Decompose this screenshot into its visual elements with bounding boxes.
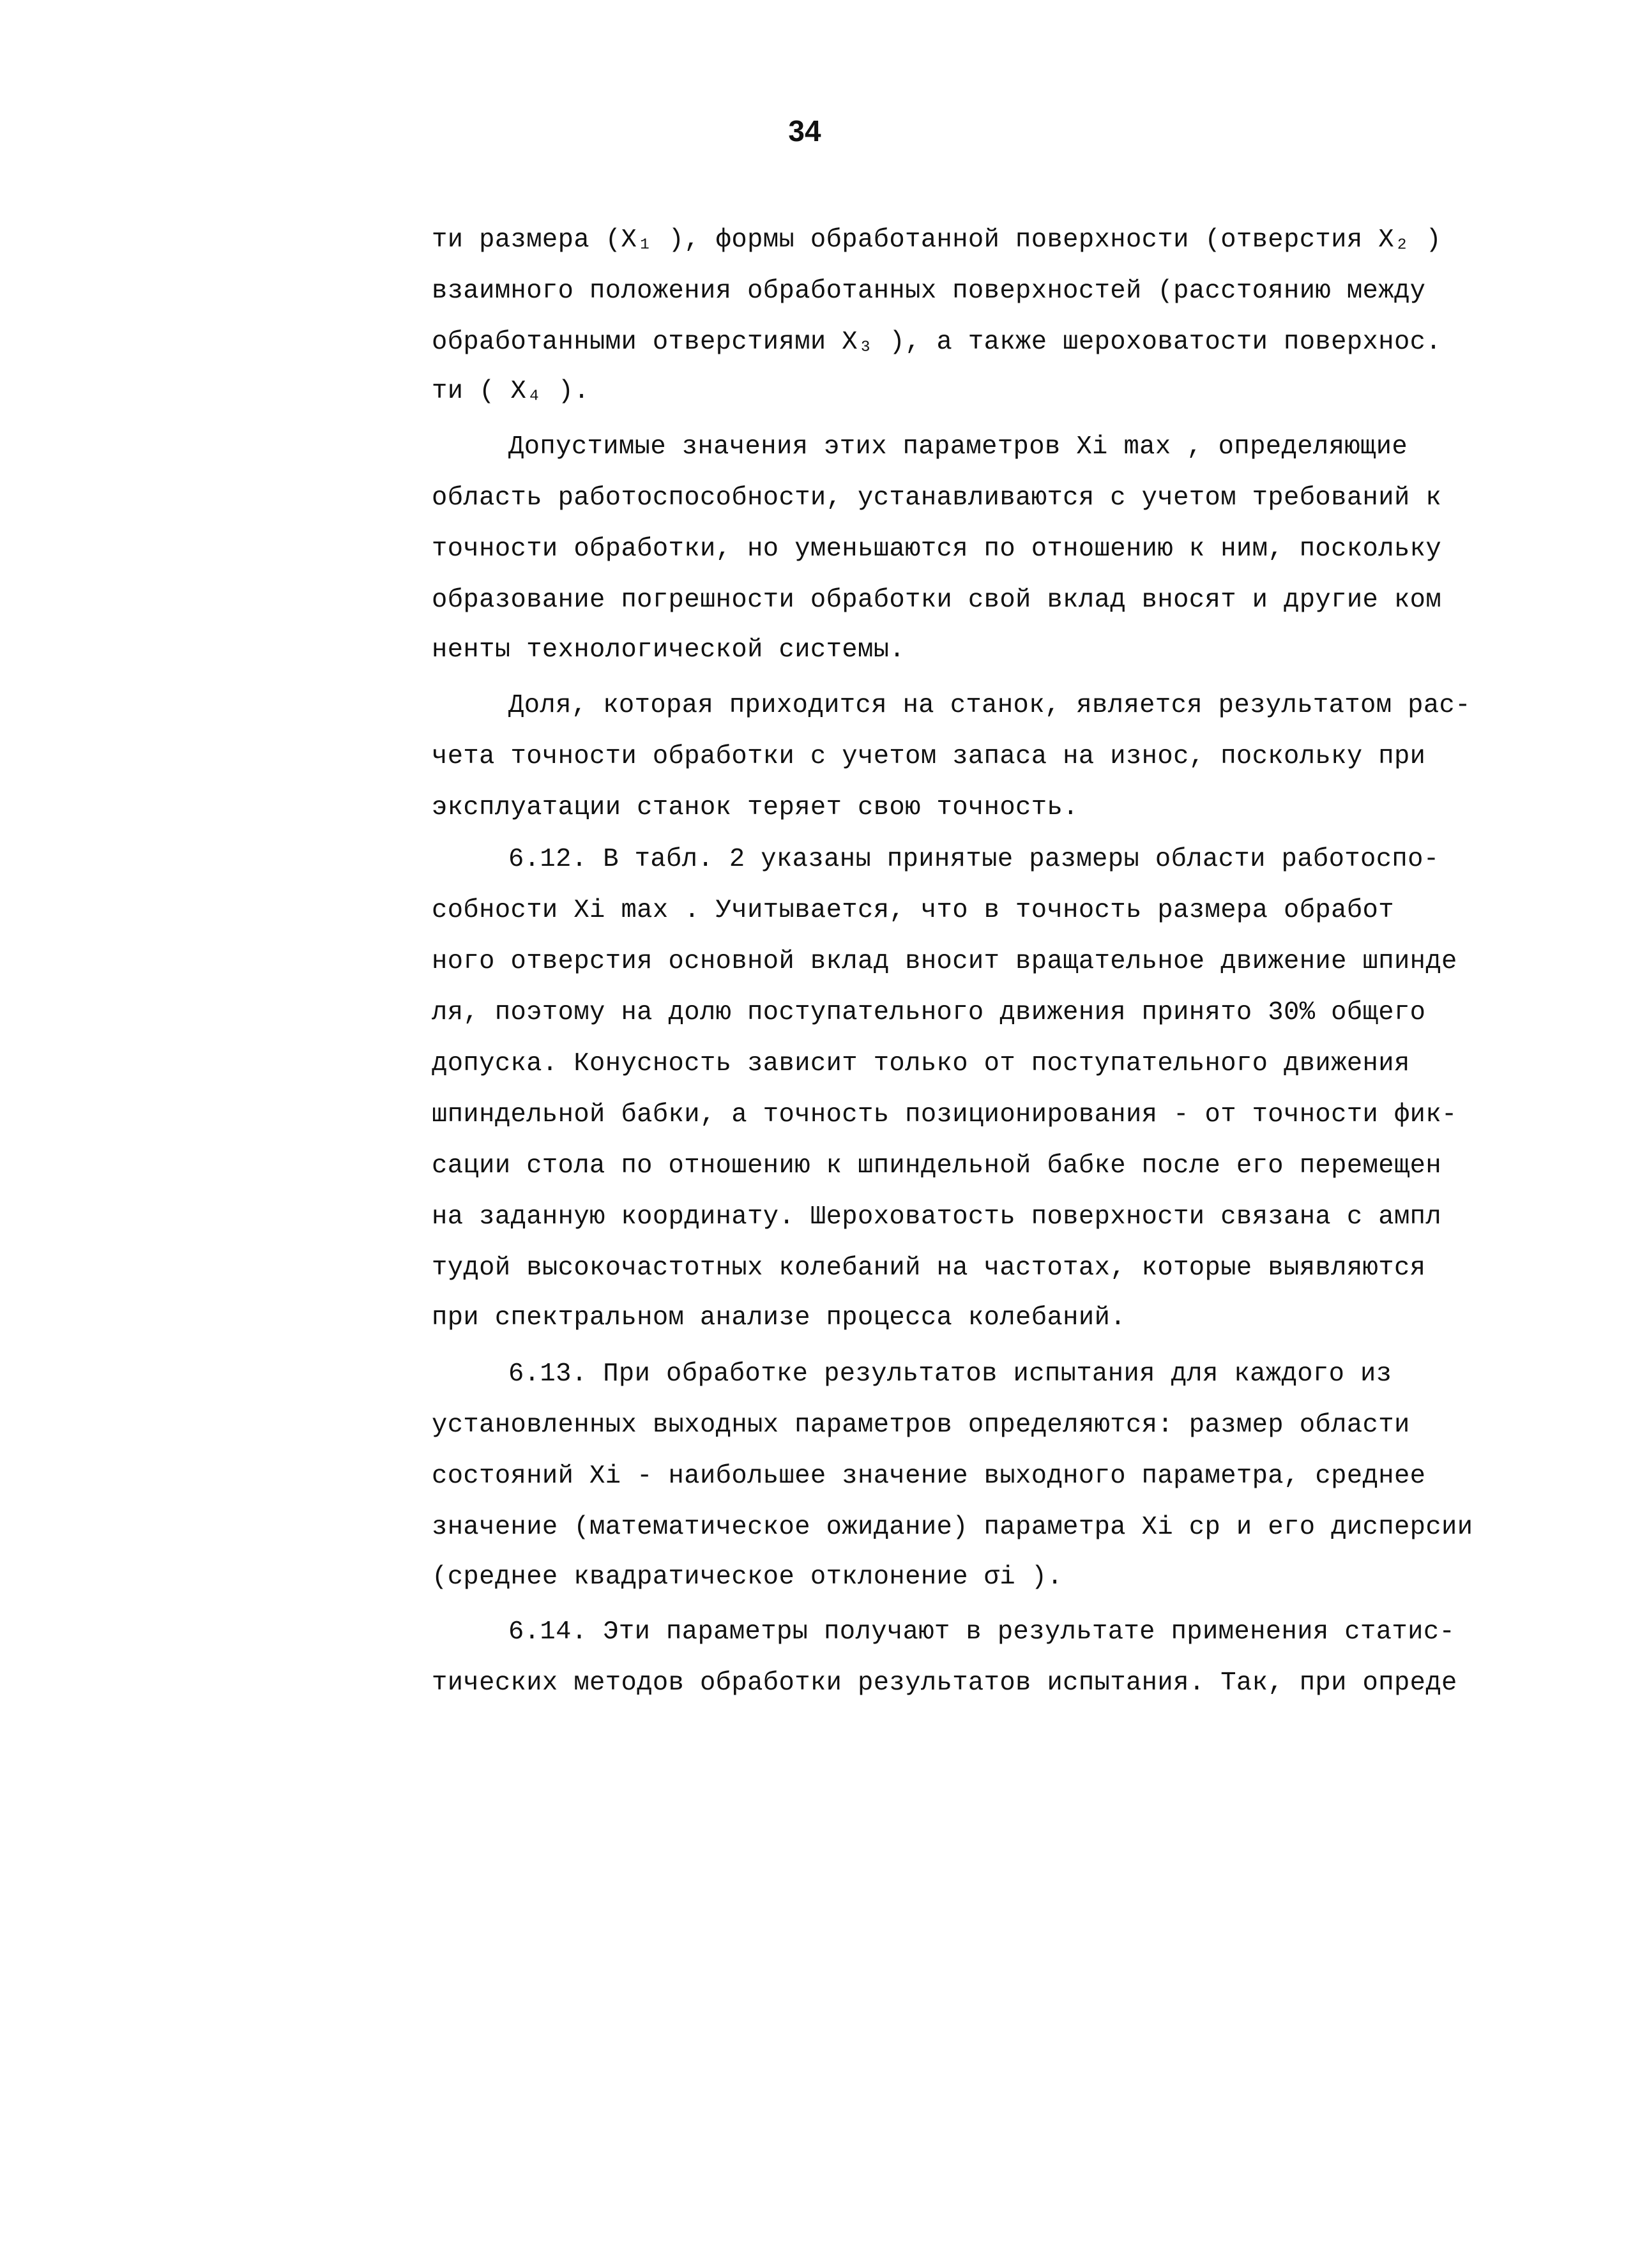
text-line: взаимного положения обработанных поверхностей (расстоянию между: [432, 276, 1426, 306]
text-line: тических методов обработки результатов испытания. Так, при опреде: [432, 1668, 1457, 1698]
text-line: Допустимые значения этих параметров Xi max , определяющие: [508, 432, 1408, 462]
text-line: состояний Xi - наибольшее значение выходного параметра, среднее: [432, 1462, 1426, 1491]
text-line: Доля, которая приходится на станок, является результатом рас-: [508, 691, 1471, 720]
text-line: ля, поэтому на долю поступательного движения принято 30% общего: [432, 998, 1426, 1027]
text-line: на заданную координату. Шероховатость поверхности связана с ампл: [432, 1202, 1442, 1232]
text-line: тудой высокочастотных колебаний на частотах, которые выявляются: [432, 1253, 1426, 1283]
text-line: (среднее квадратическое отклонение σi ).: [432, 1562, 1063, 1592]
text-line: ненты технологической системы.: [432, 635, 906, 665]
text-line: при спектральном анализе процесса колебаний.: [432, 1303, 1126, 1333]
text-line: ного отверстия основной вклад вносит вращательное движение шпинде: [432, 947, 1457, 976]
text-line: образование погрешности обработки свой вклад вносят и другие ком: [432, 586, 1442, 615]
text-line: ти размера (X₁ ), формы обработанной поверхности (отверстия X₂ ): [432, 225, 1442, 255]
text-line: 6.14. Эти параметры получают в результате применения статис-: [508, 1617, 1455, 1647]
text-line: чета точности обработки с учетом запаса на износ, поскольку при: [432, 742, 1426, 771]
text-line: сации стола по отношению к шпиндельной бабке после его перемещен: [432, 1151, 1442, 1181]
text-line: 6.12. В табл. 2 указаны принятые размеры области работоспо-: [508, 845, 1439, 874]
text-line: шпиндельной бабки, а точность позиционирования - от точности фик-: [432, 1100, 1457, 1130]
text-line: допуска. Конусность зависит только от поступательного движения: [432, 1049, 1410, 1078]
text-line: собности Xi max . Учитывается, что в точность размера обработ: [432, 896, 1394, 925]
text-line: 6.13. При обработке результатов испытания для каждого из: [508, 1359, 1392, 1389]
text-line: область работоспособности, устанавливаются с учетом требований к: [432, 483, 1442, 513]
text-line: обработанными отверстиями X₃ ), а также шероховатости поверхнос.: [432, 328, 1442, 357]
text-line: ти ( X₄ ).: [432, 377, 590, 406]
text-line: точности обработки, но уменьшаются по отношению к ним, поскольку: [432, 534, 1442, 564]
text-line: установленных выходных параметров определяются: размер области: [432, 1410, 1410, 1440]
page-number: 34: [788, 114, 821, 147]
text-line: эксплуатации станок теряет свою точность.: [432, 793, 1079, 822]
text-line: значение (математическое ожидание) параметра Xi ср и его дисперсии: [432, 1513, 1473, 1542]
